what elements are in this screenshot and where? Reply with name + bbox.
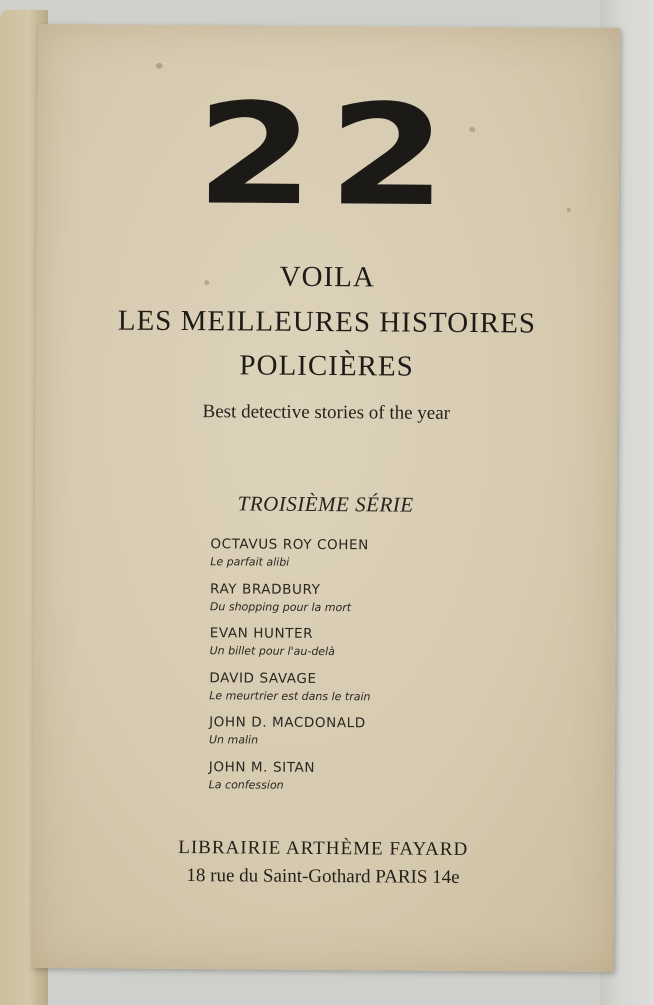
story-title: Un billet pour l'au-delà xyxy=(209,644,335,659)
title-line-1: VOILA xyxy=(279,260,375,294)
title-page xyxy=(31,24,620,972)
list-item xyxy=(210,535,530,582)
story-title: Le meurtrier est dans le train xyxy=(209,688,371,703)
series-heading: TROISIÈME SÉRIE xyxy=(237,491,414,517)
story-title: Un malin xyxy=(208,733,259,747)
story-title: Le parfait alibi xyxy=(210,555,290,569)
story-title: La confession xyxy=(208,777,284,792)
story-list xyxy=(209,535,531,804)
story-author: RAY BRADBURY xyxy=(210,580,321,598)
subtitle: Best detective stories of the year xyxy=(202,401,451,424)
list-item xyxy=(210,624,530,671)
publisher-address: 18 rue du Saint-Gothard PARIS 14e xyxy=(186,865,460,888)
list-item xyxy=(209,713,529,760)
publisher-name: LIBRAIRIE ARTHÈME FAYARD xyxy=(178,836,469,861)
list-item xyxy=(210,580,530,627)
story-title: Du shopping pour la mort xyxy=(209,599,352,614)
story-author: JOHN M. SITAN xyxy=(208,758,316,776)
volume-number: 22 xyxy=(195,73,461,238)
list-item xyxy=(209,758,529,805)
story-author: JOHN D. MACDONALD xyxy=(209,714,366,732)
list-item xyxy=(209,669,529,716)
title-line-2: LES MEILLEURES HISTOIRES xyxy=(117,304,537,340)
story-author: OCTAVUS ROY COHEN xyxy=(210,536,369,554)
title-line-3: POLICIÈRES xyxy=(239,349,414,383)
story-author: EVAN HUNTER xyxy=(209,625,314,642)
story-author: DAVID SAVAGE xyxy=(209,669,317,687)
foxing-spot xyxy=(156,63,163,69)
